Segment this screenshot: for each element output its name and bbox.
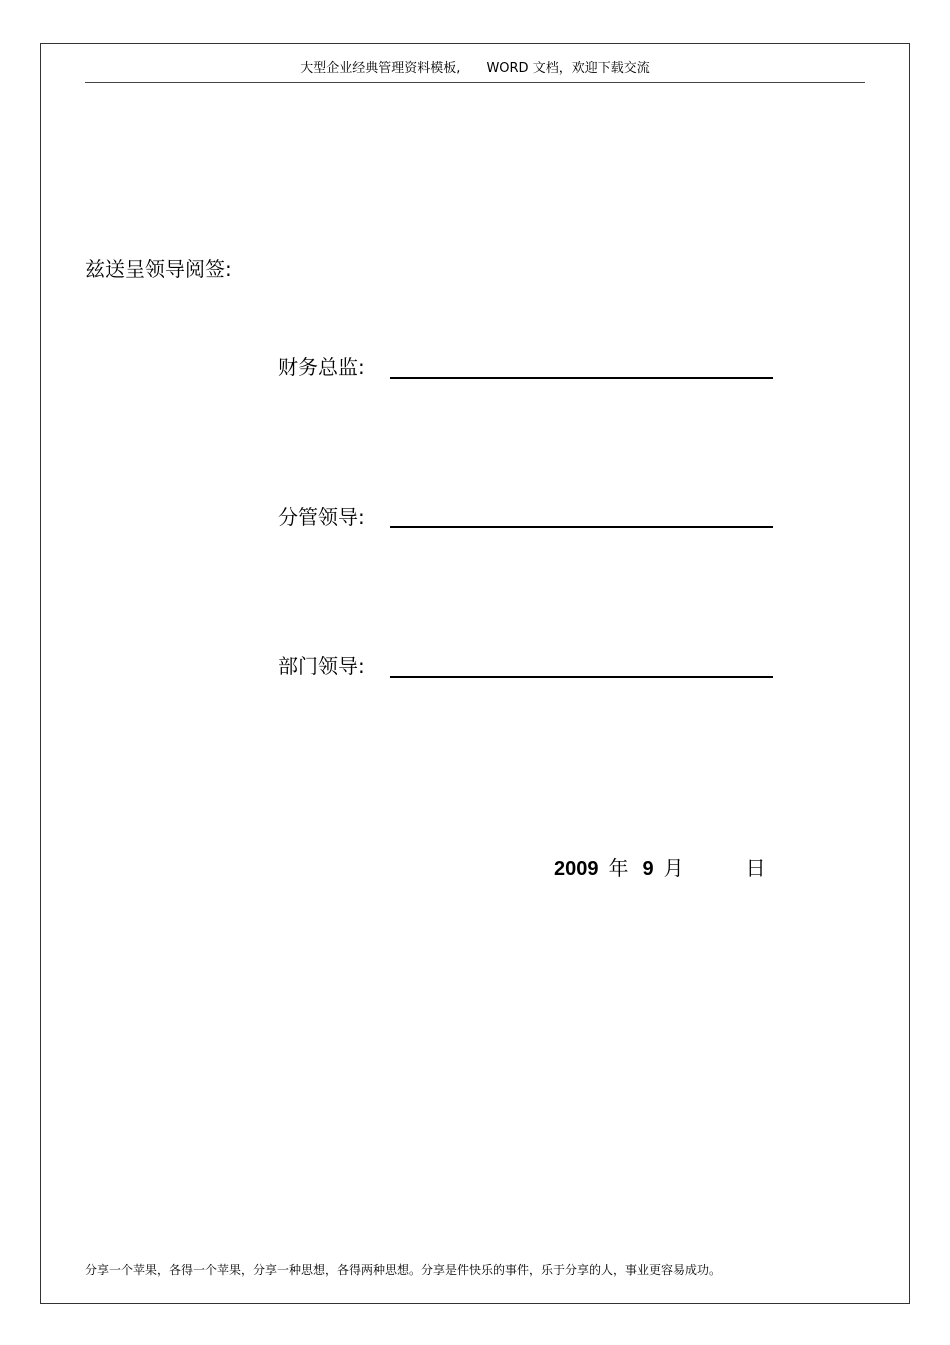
signature-line-supervising-leader[interactable] (390, 526, 773, 528)
page-header (0, 60, 950, 78)
intro-text: 兹送呈领导阅签: (85, 257, 232, 281)
signature-label-supervising-leader: 分管领导: (278, 505, 365, 529)
date-month-unit: 月 (663, 856, 684, 880)
signature-line-department-leader[interactable] (390, 676, 773, 678)
header-subtitle: WORD 文档，欢迎下载交流 (486, 61, 650, 76)
signature-label-department-leader: 部门领导: (278, 654, 365, 678)
date-year: 2009 (554, 858, 599, 880)
signature-label-finance-director: 财务总监: (278, 355, 365, 379)
date-day-unit: 日 (745, 856, 766, 880)
header-title: 大型企业经典管理资料模板, (300, 61, 461, 76)
date-row (554, 854, 766, 883)
date-month: 9 (642, 858, 654, 880)
page-footer: 分享一个苹果，各得一个苹果，分享一种思想，各得两种思想。分享是件快乐的事件，乐于分享的人，事业更容易成功。 (85, 1263, 722, 1277)
signature-line-finance-director[interactable] (390, 377, 773, 379)
header-divider (85, 82, 865, 83)
page-frame (40, 43, 910, 1304)
date-year-unit: 年 (608, 856, 629, 880)
